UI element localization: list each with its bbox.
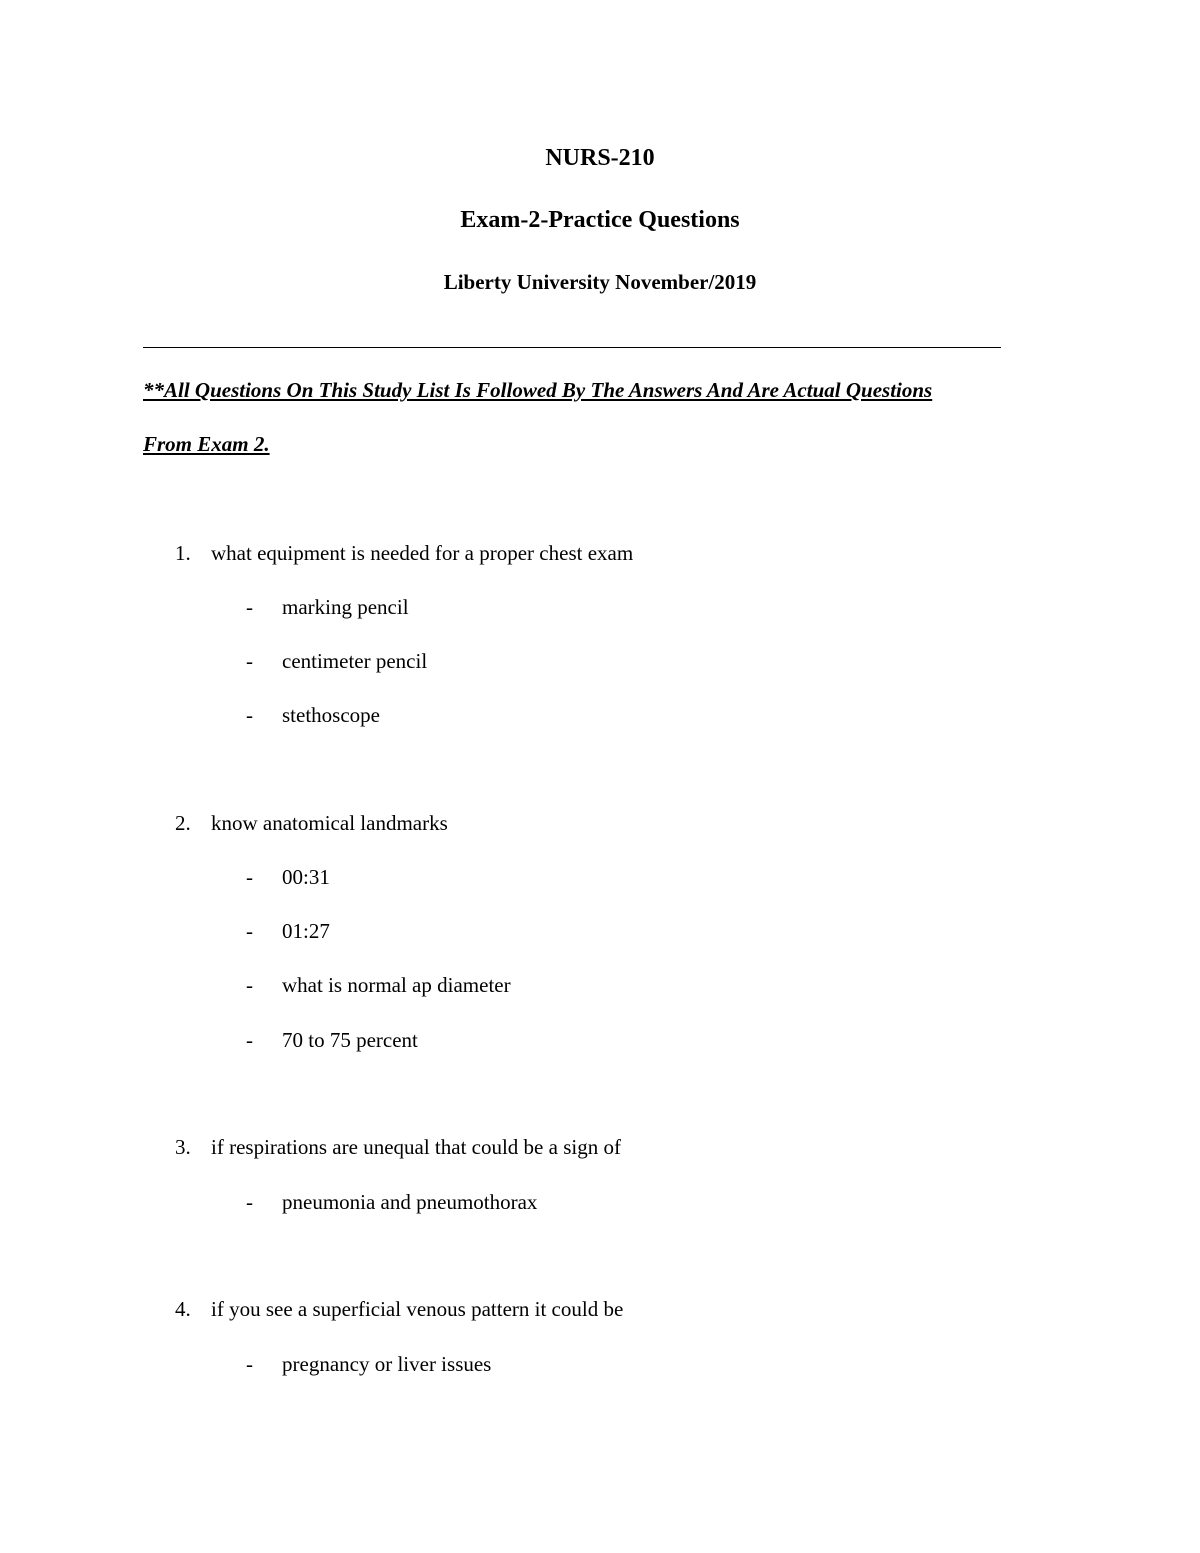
answer-text: what is normal ap diameter — [282, 973, 511, 997]
answer-bullet: - — [246, 1190, 253, 1214]
course-code: NURS-210 — [545, 145, 655, 171]
answer-text: pneumonia and pneumothorax — [282, 1190, 538, 1214]
study-note-line-1: **All Questions On This Study List Is Followed By The Answers And Are Actual Questions — [143, 378, 933, 402]
answer-bullet: - — [246, 649, 253, 673]
answer-bullet: - — [246, 1352, 253, 1376]
question-number: 4. — [175, 1297, 191, 1321]
document-title: Exam-2-Practice Questions — [460, 207, 740, 233]
answer-bullet: - — [246, 595, 253, 619]
question-number: 2. — [175, 811, 191, 835]
question-text: if respirations are unequal that could be a sign of — [211, 1135, 621, 1159]
question-number: 1. — [175, 541, 191, 565]
answer-text: marking pencil — [282, 595, 409, 619]
answer-bullet: - — [246, 919, 253, 943]
answer-bullet: - — [246, 973, 253, 997]
answer-bullet: - — [246, 865, 253, 889]
answer-text: 70 to 75 percent — [282, 1028, 418, 1052]
question-text: what equipment is needed for a proper chest exam — [211, 541, 634, 565]
answer-text: 00:31 — [282, 865, 330, 889]
horizontal-rule — [143, 347, 1001, 348]
answer-text: centimeter pencil — [282, 649, 428, 673]
question-text: if you see a superficial venous pattern it could be — [211, 1297, 624, 1321]
study-note-line-2: From Exam 2. — [143, 432, 270, 456]
document-subtitle: Liberty University November/2019 — [443, 270, 757, 294]
answer-bullet: - — [246, 1028, 253, 1052]
answer-text: 01:27 — [282, 919, 330, 943]
question-number: 3. — [175, 1135, 191, 1159]
answer-text: stethoscope — [282, 703, 380, 727]
answer-bullet: - — [246, 703, 253, 727]
question-text: know anatomical landmarks — [211, 811, 448, 835]
answer-text: pregnancy or liver issues — [282, 1352, 492, 1376]
